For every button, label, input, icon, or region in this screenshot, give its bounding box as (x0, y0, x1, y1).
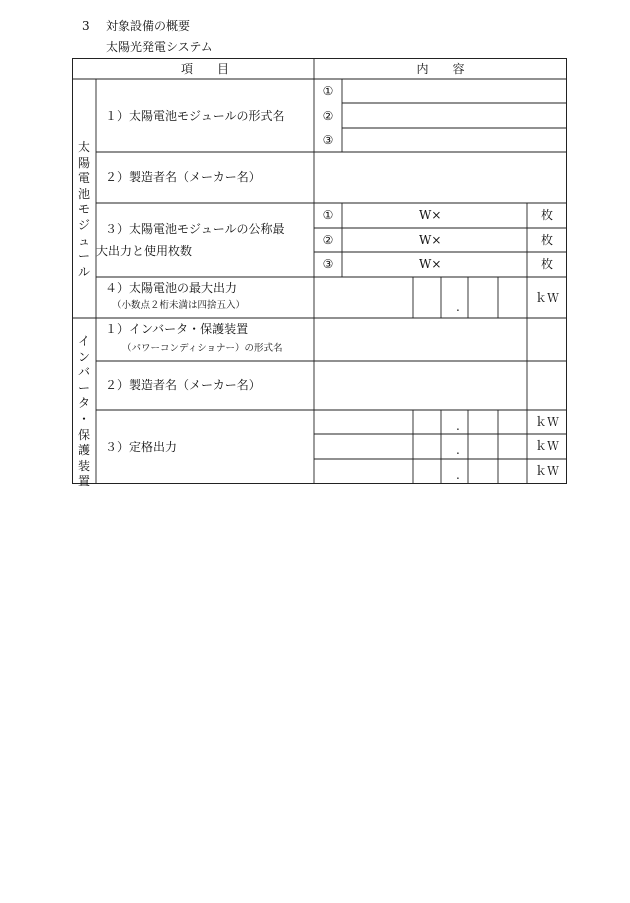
solar-group-label-char: ー (77, 249, 90, 264)
header-item: 項 目 (180, 62, 229, 76)
solar-row4-dot: . (456, 300, 460, 314)
section-subtitle: 太陽光発電システム (106, 40, 213, 54)
solar-row4-note: （小数点２桁未満は四捨五入） (112, 300, 246, 311)
inverter-row3-kw3: ｋＷ (534, 464, 559, 478)
solar-row3-label-2: 大出力と使用枚数 (96, 244, 193, 258)
solar-row3-count2: 枚 (540, 233, 553, 247)
inverter-group-label-char: 護 (77, 443, 90, 458)
solar-row3-w1: W× (419, 208, 442, 222)
inverter-group-label (76, 334, 92, 490)
inverter-group-label-char: 置 (77, 474, 90, 489)
solar-group-label-char: 太 (77, 140, 90, 154)
inverter-row3-kw1: ｋＷ (534, 415, 559, 429)
solar-row3-label-1: ３）太陽電池モジュールの公称最 (105, 222, 285, 236)
solar-group-label-char: 電 (77, 171, 90, 186)
inverter-group-label-char: タ (77, 396, 90, 411)
solar-row3-count1: 枚 (540, 208, 553, 222)
solar-row1-num2: ② (322, 109, 334, 123)
solar-group-label-char: ジ (77, 217, 90, 232)
solar-group-label-char: 陽 (77, 155, 90, 170)
inverter-group-label-char: 保 (77, 427, 90, 442)
solar-row1-label: １）太陽電池モジュールの形式名 (105, 109, 285, 123)
solar-row3-num1: ① (322, 208, 334, 222)
solar-row3-w3: W× (419, 257, 442, 271)
inverter-group-label-char: ン (77, 349, 90, 364)
section-title: 対象設備の概要 (106, 19, 191, 33)
inverter-group-label-char: ・ (77, 411, 90, 426)
inverter-row3-label: ３）定格出力 (105, 440, 178, 454)
inverter-row1-note: （パワーコンディショナー）の形式名 (122, 343, 283, 354)
inverter-group-label-char: バ (77, 365, 90, 380)
solar-row4-kw: ｋＷ (534, 291, 559, 305)
inverter-row2-label: ２）製造者名（メーカー名） (105, 378, 261, 392)
solar-row3-count3: 枚 (540, 257, 553, 271)
solar-group-label (76, 140, 92, 280)
solar-row1-num3: ③ (322, 133, 334, 147)
inverter-group-label-char: イ (77, 334, 90, 348)
solar-row2-label: ２）製造者名（メーカー名） (105, 170, 261, 184)
inverter-row3-kw2: ｋＷ (534, 439, 559, 453)
inverter-row1-label: １）インバータ・保護装置 (105, 322, 249, 336)
solar-row3-w2: W× (419, 233, 442, 247)
inverter-group-label-char: 装 (77, 458, 90, 473)
section-number: 3 (82, 19, 90, 33)
inverter-row3-dot2: . (456, 443, 460, 457)
solar-group-label-char: ュ (77, 233, 90, 248)
solar-row4-label: ４）太陽電池の最大出力 (105, 281, 238, 295)
inverter-row3-dot3: . (456, 468, 460, 482)
inverter-group-label-char: ー (77, 380, 90, 395)
solar-row3-num3: ③ (322, 257, 334, 271)
solar-group-label-char: 池 (77, 186, 90, 201)
inverter-row3-dot1: . (456, 419, 460, 433)
solar-row1-num1: ① (322, 84, 334, 98)
solar-row3-num2: ② (322, 233, 334, 247)
solar-group-label-char: モ (77, 202, 90, 217)
solar-group-label-char: ル (77, 264, 90, 279)
header-content: 内 容 (416, 62, 465, 76)
